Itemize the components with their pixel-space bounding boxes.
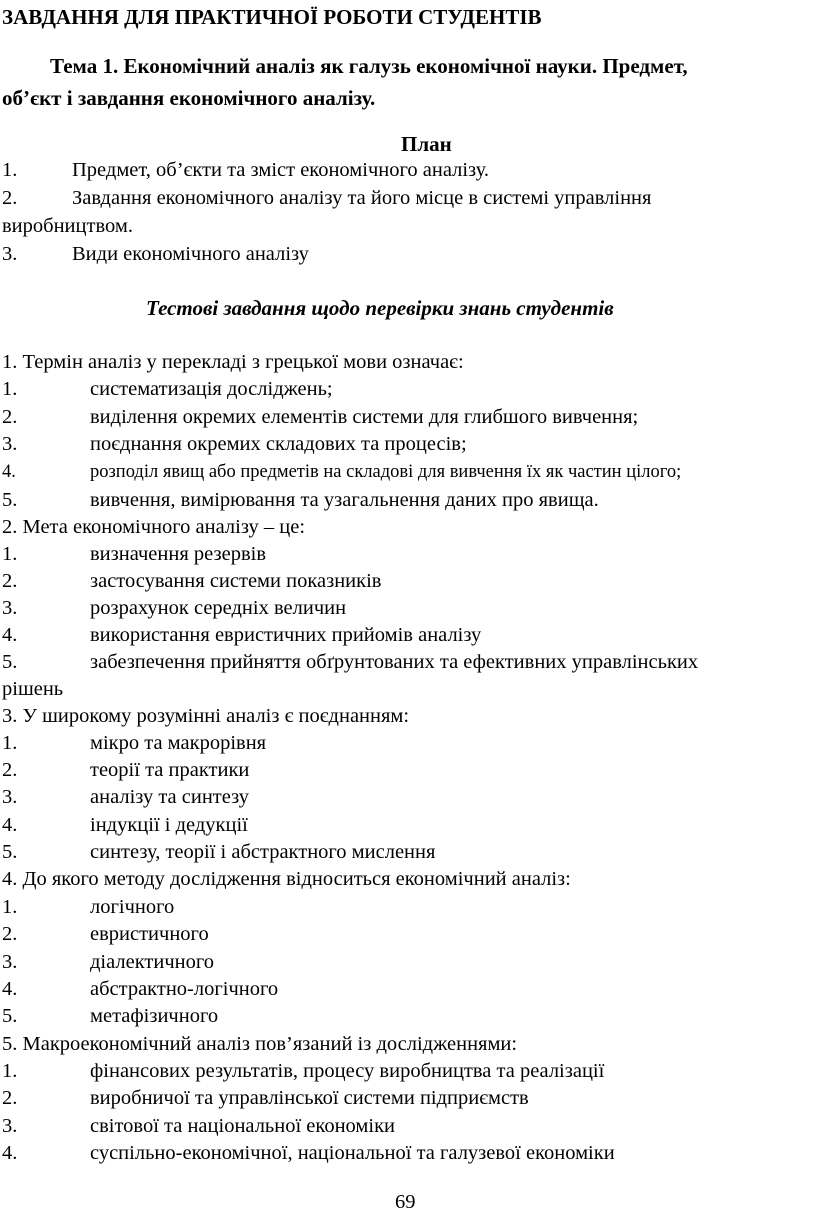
option-text: вивчення, вимірювання та узагальнення даних про явища.	[90, 489, 599, 511]
option-number: 3.	[2, 951, 18, 973]
option-text: світової та національної економіки	[90, 1115, 396, 1137]
option-text: виробничої та управлінської системи підприємств	[90, 1087, 529, 1109]
option-text: використання евристичних прийомів аналізу	[90, 624, 482, 646]
option-text-cont: рішень	[2, 678, 64, 700]
option-number: 1.	[2, 543, 18, 565]
option-text: мікро та макрорівня	[90, 732, 267, 754]
option-text: систематизація досліджень;	[90, 378, 333, 400]
option-text: евристичного	[90, 923, 209, 945]
option-number: 2.	[2, 759, 18, 781]
option-text: суспільно-економічної, національної та галузевої економіки	[90, 1142, 615, 1164]
option-number: 2.	[2, 1087, 18, 1109]
option-text: метафізичного	[90, 1005, 219, 1027]
option-number: 3.	[2, 786, 18, 808]
option-number: 2.	[2, 923, 18, 945]
option-text: розрахунок середніх величин	[90, 597, 347, 619]
option-number: 5.	[2, 489, 18, 511]
option-number: 3.	[2, 597, 18, 619]
question-text: 1. Термін аналіз у перекладі з грецької мови означає:	[2, 351, 464, 373]
option-text: синтезу, теорії і абстрактного мислення	[90, 841, 436, 863]
option-number: 4.	[2, 814, 18, 836]
tests-heading: Тестові завдання щодо перевірки знань студентів	[146, 296, 614, 320]
question-text: 3. У широкому розумінні аналіз є поєднанням:	[2, 705, 410, 727]
topic-line-2: об’єкт і завдання економічного аналізу.	[2, 86, 376, 110]
option-text: діалектичного	[90, 951, 215, 973]
option-text: логічного	[90, 896, 175, 918]
option-text: теорії та практики	[90, 759, 250, 781]
option-number: 1.	[2, 732, 18, 754]
topic-line-1: Тема 1. Економічний аналіз як галузь економічної науки. Предмет,	[50, 54, 688, 78]
option-number: 2.	[2, 570, 18, 592]
plan-item-number: 2.	[2, 187, 18, 209]
option-number: 4.	[2, 462, 16, 482]
option-text: індукції і дедукції	[90, 814, 248, 836]
option-number: 3.	[2, 433, 18, 455]
plan-item-text: Види економічного аналізу	[72, 243, 309, 265]
question-text: 2. Мета економічного аналізу – це:	[2, 516, 306, 538]
option-text: аналізу та синтезу	[90, 786, 250, 808]
plan-item-text-cont: виробництвом.	[2, 215, 133, 237]
option-number: 1.	[2, 378, 18, 400]
option-number: 2.	[2, 406, 18, 428]
plan-heading: План	[401, 132, 452, 156]
option-number: 3.	[2, 1115, 18, 1137]
option-number: 5.	[2, 841, 18, 863]
plan-item-text: Предмет, об’єкти та зміст економічного аналізу.	[72, 159, 490, 181]
question-text: 4. До якого методу дослідження відноситься економічний аналіз:	[2, 868, 571, 890]
option-number: 1.	[2, 1060, 18, 1082]
option-text: поєднання окремих складових та процесів;	[90, 433, 467, 455]
plan-item-text: Завдання економічного аналізу та його місце в системі управління	[72, 187, 652, 209]
option-text: забезпечення прийняття обґрунтованих та ефективних управлінських	[90, 651, 699, 673]
page-number: 69	[395, 1191, 416, 1213]
option-text: фінансових результатів, процесу виробництва та реалізації	[90, 1060, 605, 1082]
option-number: 5.	[2, 1005, 18, 1027]
plan-item-number: 1.	[2, 159, 18, 181]
option-text: застосування системи показників	[90, 570, 382, 592]
option-text: визначення резервів	[90, 543, 267, 565]
option-number: 4.	[2, 624, 18, 646]
option-number: 5.	[2, 651, 18, 673]
option-text: виділення окремих елементів системи для глибшого вивчення;	[90, 406, 639, 428]
option-number: 1.	[2, 896, 18, 918]
option-number: 4.	[2, 1142, 18, 1164]
plan-item-number: 3.	[2, 243, 18, 265]
option-text: розподіл явищ або предметів на складові для вивчення їх як частин цілого;	[90, 462, 682, 482]
page-title: ЗАВДАННЯ ДЛЯ ПРАКТИЧНОЇ РОБОТИ СТУДЕНТІВ	[2, 5, 542, 29]
option-text: абстрактно-логічного	[90, 978, 279, 1000]
question-text: 5. Макроекономічний аналіз пов’язаний із дослідженнями:	[2, 1033, 518, 1055]
option-number: 4.	[2, 978, 18, 1000]
